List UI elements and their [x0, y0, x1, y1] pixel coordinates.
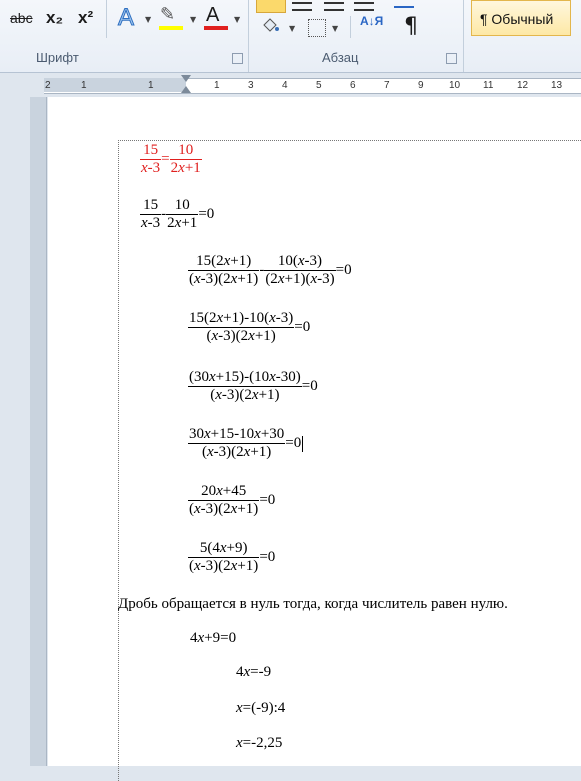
horizontal-ruler[interactable] — [0, 73, 581, 97]
ruler-number: 2 — [45, 80, 51, 91]
ruler-number: 3 — [248, 80, 254, 91]
highlight-dropdown-icon[interactable]: ▼ — [190, 15, 197, 24]
borders-dropdown-icon[interactable]: ▼ — [332, 24, 339, 33]
align-center-icon[interactable] — [292, 2, 312, 11]
equation-line[interactable]: x=-2,25 — [236, 735, 283, 751]
ruler-number: 7 — [384, 80, 390, 91]
ruler-number: 6 — [350, 80, 356, 91]
ribbon-group-separator — [463, 0, 464, 72]
justify-icon[interactable] — [354, 2, 374, 11]
equation-line[interactable]: $\frac{15(2x+1)-10(x-3)}{(x-3)(2x+1)}$ =0 — [189, 310, 311, 344]
font-color-bar — [204, 26, 228, 30]
ruler-number: 13 — [551, 80, 563, 91]
ruler-number: 9 — [418, 80, 424, 91]
font-group-label: Шрифт — [36, 50, 79, 65]
paragraph-dialog-launcher-icon[interactable] — [446, 53, 457, 64]
ruler-number: 1 — [148, 80, 154, 91]
equation-line[interactable]: $\frac{20x+45}{(x-3)(2x+1)}$ =0 — [189, 483, 276, 517]
ruler-number: 4 — [282, 80, 288, 91]
equation-line[interactable]: $\frac{15}{x-3}$ = $\frac{10}{2x+1}$ — [141, 142, 201, 176]
ribbon-group-separator — [248, 0, 249, 72]
equation-line[interactable]: 4x=-9 — [236, 664, 272, 680]
ribbon-separator — [350, 16, 351, 38]
ruler-number: 11 — [483, 80, 494, 91]
align-right-icon[interactable] — [324, 2, 344, 11]
text-effects-dropdown-icon[interactable]: ▼ — [145, 15, 152, 24]
style-normal-button[interactable] — [471, 0, 571, 36]
equation-line[interactable]: x=(-9):4 — [236, 700, 286, 716]
subscript-button[interactable]: x₂ — [46, 8, 64, 27]
borders-icon[interactable] — [308, 19, 326, 37]
font-color-dropdown-icon[interactable]: ▼ — [234, 15, 241, 24]
strikethrough-button[interactable]: abc — [10, 10, 33, 26]
equation-line[interactable]: $\frac{5(4x+9)}{(x-3)(2x+1)}$ =0 — [189, 540, 276, 574]
align-left-button[interactable] — [256, 0, 286, 13]
superscript-button[interactable]: x² — [78, 8, 94, 27]
equation-line[interactable]: 4x+9=0 — [190, 630, 237, 646]
paragraph-text[interactable]: Дробь обращается в нуль тогда, когда числитель равен нулю. — [118, 596, 508, 612]
text-cursor — [302, 436, 303, 452]
indent-marker-icon[interactable] — [181, 75, 191, 82]
highlight-color-bar — [159, 26, 183, 30]
ruler-number: 1 — [81, 80, 87, 91]
ribbon-separator — [106, 0, 107, 38]
ruler-margin — [44, 78, 186, 92]
sort-button[interactable]: А↓Я — [360, 14, 384, 28]
ruler-number: 10 — [449, 80, 461, 91]
show-formatting-button[interactable]: ¶ — [404, 14, 418, 39]
ruler-number: 1 — [214, 80, 220, 91]
ruler-number: 5 — [316, 80, 322, 91]
highlight-button[interactable]: ✎ — [160, 4, 176, 25]
font-color-button[interactable]: A — [206, 4, 220, 26]
equation-line[interactable]: $\frac{30x+15-10x+30}{(x-3)(2x+1)}$ =0 — [189, 426, 302, 460]
equation-line[interactable]: $\frac{(30x+15)-(10x-30)}{(x-3)(2x+1)}$ =0 — [189, 369, 318, 403]
vertical-ruler[interactable] — [30, 97, 47, 766]
ribbon — [0, 0, 581, 73]
ruler-number: 12 — [517, 80, 529, 91]
style-normal-label: ¶ Обычный — [480, 11, 554, 27]
font-dialog-launcher-icon[interactable] — [232, 53, 243, 64]
paragraph-group-label: Абзац — [322, 50, 359, 65]
line-spacing-icon[interactable] — [394, 2, 414, 8]
indent-marker-icon[interactable] — [181, 86, 191, 93]
equation-line[interactable]: $\frac{15(2x+1)}{(x-3)(2x+1)}$ - $\frac{10(x-3)}{(2x+1)(x-3)}$ =0 — [189, 253, 352, 287]
text-effects-button[interactable]: A — [118, 4, 135, 31]
shading-icon[interactable] — [260, 16, 280, 34]
shading-dropdown-icon[interactable]: ▼ — [289, 24, 296, 33]
equation-line[interactable]: $\frac{15}{x-3}$ - $\frac{10}{2x+1}$ =0 — [141, 197, 215, 231]
